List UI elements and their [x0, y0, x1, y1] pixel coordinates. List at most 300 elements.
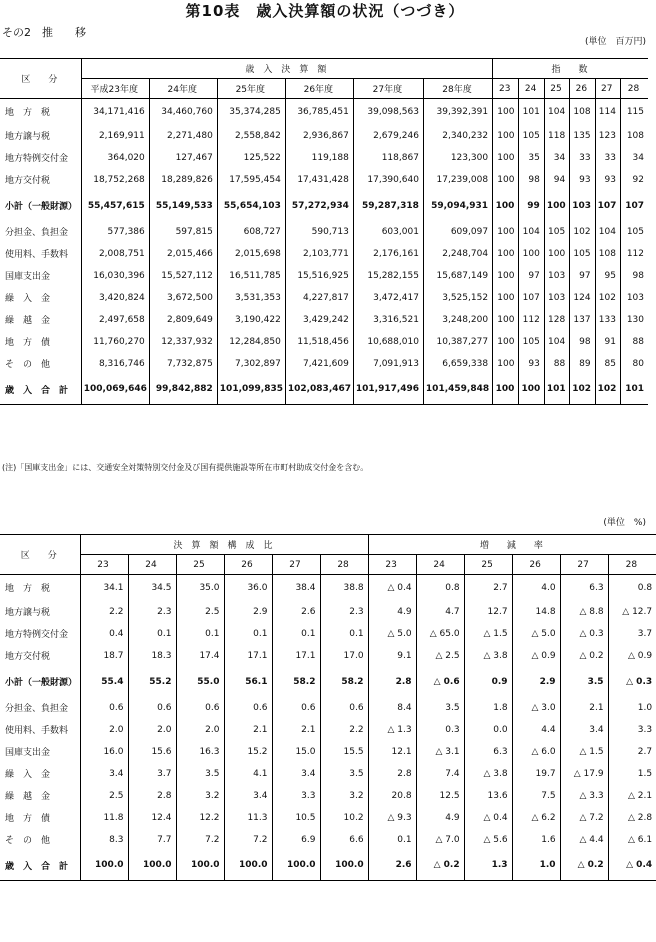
value-cell: 124: [570, 287, 595, 309]
value-cell: 0.0: [464, 719, 512, 741]
value-cell: 33: [595, 147, 620, 169]
value-cell: △ 0.2: [416, 851, 464, 881]
value-cell: 2,248,704: [423, 243, 492, 265]
value-cell: 97: [570, 265, 595, 287]
row-label: 使用料、手数料: [5, 726, 69, 736]
value-cell: 2.6: [368, 851, 416, 881]
value-cell: 108: [620, 125, 648, 147]
value-cell: 2.7: [464, 575, 512, 601]
value-cell: 100.0: [80, 851, 128, 881]
value-cell: △ 3.0: [512, 697, 560, 719]
row-label: 分担金、負担金: [5, 704, 69, 714]
value-cell: 118,867: [353, 147, 423, 169]
value-cell: 89: [570, 353, 595, 375]
value-cell: 135: [570, 125, 595, 147]
value-cell: 3.4: [224, 785, 272, 807]
value-cell: 12,337,932: [149, 331, 217, 353]
value-cell: △ 1.5: [464, 623, 512, 645]
value-cell: 2.1: [560, 697, 608, 719]
value-cell: 3,316,521: [353, 309, 423, 331]
value-cell: 0.1: [176, 623, 224, 645]
value-cell: 2,103,771: [285, 243, 353, 265]
value-cell: 128: [544, 309, 569, 331]
value-cell: 1.6: [512, 829, 560, 851]
value-cell: 7.2: [176, 829, 224, 851]
value-cell: 101: [544, 375, 569, 405]
value-cell: 2,176,161: [353, 243, 423, 265]
value-cell: 80: [620, 353, 648, 375]
year-header: 25: [544, 79, 569, 99]
value-cell: 3.5: [416, 697, 464, 719]
value-cell: 127,467: [149, 147, 217, 169]
value-cell: 3.2: [320, 785, 368, 807]
value-cell: 10.5: [272, 807, 320, 829]
value-cell: 7,091,913: [353, 353, 423, 375]
value-cell: 36.0: [224, 575, 272, 601]
value-cell: 91: [595, 331, 620, 353]
value-cell: △ 0.9: [512, 645, 560, 667]
table-row: [0, 697, 656, 719]
value-cell: 55.2: [128, 667, 176, 697]
value-cell: 2.3: [320, 601, 368, 623]
value-cell: 16.0: [80, 741, 128, 763]
value-cell: 10,387,277: [423, 331, 492, 353]
value-cell: 105: [519, 331, 544, 353]
row-label: そ の 他: [5, 836, 51, 846]
value-cell: 2.6: [272, 601, 320, 623]
value-cell: 100: [493, 99, 519, 125]
value-cell: 2.5: [80, 785, 128, 807]
value-cell: 0.1: [224, 623, 272, 645]
value-cell: 0.6: [128, 697, 176, 719]
row-label: 使用料、手数料: [5, 250, 69, 260]
value-cell: 17.1: [272, 645, 320, 667]
value-cell: △ 5.0: [368, 623, 416, 645]
value-cell: 2.0: [128, 719, 176, 741]
value-cell: 3,531,353: [217, 287, 285, 309]
value-cell: 14.8: [512, 601, 560, 623]
row-label: そ の 他: [5, 360, 51, 370]
value-cell: △ 0.2: [560, 645, 608, 667]
value-cell: 17,390,640: [353, 169, 423, 191]
row-label: 分担金、負担金: [5, 228, 69, 238]
value-cell: 2,558,842: [217, 125, 285, 147]
value-cell: 95: [595, 265, 620, 287]
value-cell: 2.5: [176, 601, 224, 623]
row-label: 小計（一般財源）: [5, 678, 78, 688]
value-cell: 4.0: [512, 575, 560, 601]
value-cell: 99,842,882: [149, 375, 217, 405]
value-cell: 1.5: [608, 763, 656, 785]
row-label: 地 方 債: [5, 338, 51, 348]
value-cell: 100: [493, 287, 519, 309]
table-row: [0, 221, 648, 243]
value-cell: 2,015,466: [149, 243, 217, 265]
value-cell: 0.1: [368, 829, 416, 851]
value-cell: 102: [595, 287, 620, 309]
table-row: [0, 191, 648, 221]
value-cell: 609,097: [423, 221, 492, 243]
value-cell: 93: [519, 353, 544, 375]
value-cell: 2.9: [224, 601, 272, 623]
value-cell: 98: [570, 331, 595, 353]
value-cell: 4.9: [368, 601, 416, 623]
value-cell: 105: [570, 243, 595, 265]
value-cell: 4,227,817: [285, 287, 353, 309]
value-cell: 7.7: [128, 829, 176, 851]
value-cell: 15,687,149: [423, 265, 492, 287]
value-cell: 8.3: [80, 829, 128, 851]
value-cell: 17,239,008: [423, 169, 492, 191]
value-cell: 6.3: [464, 741, 512, 763]
value-cell: 101,459,848: [423, 375, 492, 405]
value-cell: 0.8: [416, 575, 464, 601]
value-cell: 102: [570, 221, 595, 243]
value-cell: 12.1: [368, 741, 416, 763]
value-cell: 103: [544, 265, 569, 287]
value-cell: 104: [595, 221, 620, 243]
year-header: 28: [620, 79, 648, 99]
value-cell: 92: [620, 169, 648, 191]
value-cell: 0.8: [608, 575, 656, 601]
table-row: [0, 829, 656, 851]
value-cell: 56.1: [224, 667, 272, 697]
year-header: 24: [416, 555, 464, 575]
value-cell: 2.8: [368, 667, 416, 697]
value-cell: △ 7.2: [560, 807, 608, 829]
year-header: 28: [320, 555, 368, 575]
value-cell: △ 0.4: [608, 851, 656, 881]
value-cell: 105: [620, 221, 648, 243]
row-label: 地方譲与税: [5, 132, 51, 142]
value-cell: 18.3: [128, 645, 176, 667]
value-cell: 100: [493, 169, 519, 191]
value-cell: 55.4: [80, 667, 128, 697]
row-label: 繰 越 金: [5, 316, 51, 326]
value-cell: 4.4: [512, 719, 560, 741]
value-cell: 0.6: [80, 697, 128, 719]
row-label: 地方譲与税: [5, 608, 51, 618]
value-cell: 100: [493, 125, 519, 147]
value-cell: 125,522: [217, 147, 285, 169]
value-cell: 3.5: [320, 763, 368, 785]
value-cell: 2,271,480: [149, 125, 217, 147]
value-cell: 85: [595, 353, 620, 375]
value-cell: △ 17.9: [560, 763, 608, 785]
row-label: 地方特例交付金: [5, 630, 69, 640]
value-cell: 12,284,850: [217, 331, 285, 353]
value-cell: 104: [544, 99, 569, 125]
row-label: 地方特例交付金: [5, 154, 69, 164]
footnote: (注)「国庫支出金」には、交通安全対策特別交付金及び国有提供施設等所在市町村助成交付金を含む。: [2, 463, 369, 472]
value-cell: 101,099,835: [217, 375, 285, 405]
value-cell: 3.5: [176, 763, 224, 785]
value-cell: △ 9.3: [368, 807, 416, 829]
value-cell: 98: [620, 265, 648, 287]
value-cell: 0.1: [128, 623, 176, 645]
value-cell: △ 1.3: [368, 719, 416, 741]
table-row: [0, 763, 656, 785]
value-cell: 1.3: [464, 851, 512, 881]
value-cell: 108: [570, 99, 595, 125]
value-cell: 17.1: [224, 645, 272, 667]
value-cell: 100: [544, 243, 569, 265]
value-cell: 105: [519, 125, 544, 147]
value-cell: 2,809,649: [149, 309, 217, 331]
value-cell: 4.1: [224, 763, 272, 785]
row-label: 小計（一般財源）: [5, 202, 78, 212]
value-cell: 58.2: [320, 667, 368, 697]
table-row: [0, 667, 656, 697]
year-header: 27: [560, 555, 608, 575]
value-cell: 130: [620, 309, 648, 331]
value-cell: 15,282,155: [353, 265, 423, 287]
value-cell: 12.7: [464, 601, 512, 623]
row-label: 地方交付税: [5, 652, 51, 662]
value-cell: 104: [519, 221, 544, 243]
value-cell: 39,098,563: [353, 99, 423, 125]
value-cell: 34,171,416: [81, 99, 149, 125]
value-cell: 3,525,152: [423, 287, 492, 309]
value-cell: 15.0: [272, 741, 320, 763]
value-cell: 3.3: [608, 719, 656, 741]
value-cell: 17,595,454: [217, 169, 285, 191]
value-cell: 55.0: [176, 667, 224, 697]
value-cell: 7,732,875: [149, 353, 217, 375]
year-header: 26: [512, 555, 560, 575]
value-cell: △ 3.3: [560, 785, 608, 807]
value-cell: △ 0.3: [560, 623, 608, 645]
value-cell: 3.4: [80, 763, 128, 785]
value-cell: △ 12.7: [608, 601, 656, 623]
value-cell: △ 65.0: [416, 623, 464, 645]
value-cell: 102: [595, 375, 620, 405]
value-cell: 3.7: [128, 763, 176, 785]
value-cell: △ 2.5: [416, 645, 464, 667]
value-cell: 103: [570, 191, 595, 221]
table-row: [0, 575, 656, 601]
value-cell: 3.3: [272, 785, 320, 807]
value-cell: 59,287,318: [353, 191, 423, 221]
value-cell: 17,431,428: [285, 169, 353, 191]
value-cell: 1.0: [512, 851, 560, 881]
value-cell: 11.3: [224, 807, 272, 829]
value-cell: 98: [519, 169, 544, 191]
value-cell: 17.4: [176, 645, 224, 667]
table-row: [0, 243, 648, 265]
value-cell: 34.1: [80, 575, 128, 601]
table-row: [0, 99, 648, 125]
value-cell: △ 5.6: [464, 829, 512, 851]
value-cell: 11.8: [80, 807, 128, 829]
value-cell: 94: [544, 169, 569, 191]
table-row: [0, 125, 648, 147]
value-cell: 7.4: [416, 763, 464, 785]
value-cell: 93: [595, 169, 620, 191]
value-cell: 12.4: [128, 807, 176, 829]
row-label: 繰 入 金: [5, 294, 51, 304]
value-cell: 2,015,698: [217, 243, 285, 265]
value-cell: 2,679,246: [353, 125, 423, 147]
year-header: 26: [570, 79, 595, 99]
value-cell: 7.5: [512, 785, 560, 807]
table-row: [0, 265, 648, 287]
value-cell: 2.9: [512, 667, 560, 697]
value-cell: 104: [544, 331, 569, 353]
value-cell: 0.1: [320, 623, 368, 645]
row-label: 地 方 税: [5, 584, 51, 595]
value-cell: 137: [570, 309, 595, 331]
value-cell: 107: [519, 287, 544, 309]
value-cell: 3,248,200: [423, 309, 492, 331]
value-cell: 133: [595, 309, 620, 331]
value-cell: 39,392,391: [423, 99, 492, 125]
value-cell: 118: [544, 125, 569, 147]
value-cell: 35: [519, 147, 544, 169]
year-header: 26年度: [285, 79, 353, 99]
value-cell: 103: [544, 287, 569, 309]
value-cell: 3.4: [560, 719, 608, 741]
value-cell: 2.1: [272, 719, 320, 741]
value-cell: 108: [595, 243, 620, 265]
value-cell: 15,516,925: [285, 265, 353, 287]
table-row: [0, 147, 648, 169]
value-cell: 34,460,760: [149, 99, 217, 125]
table-row: [0, 353, 648, 375]
value-cell: △ 3.8: [464, 645, 512, 667]
value-cell: 0.1: [272, 623, 320, 645]
value-cell: 35,374,285: [217, 99, 285, 125]
value-cell: 114: [595, 99, 620, 125]
value-cell: 100.0: [224, 851, 272, 881]
row-label: 国庫支出金: [5, 272, 51, 282]
value-cell: 100: [519, 375, 544, 405]
value-cell: 55,457,615: [81, 191, 149, 221]
value-cell: 597,815: [149, 221, 217, 243]
value-cell: 7.2: [224, 829, 272, 851]
value-cell: △ 6.0: [512, 741, 560, 763]
value-cell: 103: [620, 287, 648, 309]
value-cell: 112: [519, 309, 544, 331]
row-label: 繰 入 金: [5, 770, 51, 780]
amount-group-header: 歳 入 決 算 額: [81, 59, 492, 79]
value-cell: △ 0.9: [608, 645, 656, 667]
value-cell: 101: [620, 375, 648, 405]
table-row: [0, 601, 656, 623]
year-header: 27年度: [353, 79, 423, 99]
value-cell: 33: [570, 147, 595, 169]
value-cell: 100: [544, 191, 569, 221]
value-cell: △ 6.1: [608, 829, 656, 851]
value-cell: 8.4: [368, 697, 416, 719]
value-cell: 100: [493, 331, 519, 353]
value-cell: 2.1: [224, 719, 272, 741]
row-label: 歳 入 合 計: [5, 861, 69, 872]
value-cell: 3.2: [176, 785, 224, 807]
value-cell: 15.6: [128, 741, 176, 763]
value-cell: 0.3: [416, 719, 464, 741]
value-cell: 2.8: [368, 763, 416, 785]
row-label: 国庫支出金: [5, 748, 51, 758]
change-group-header: 増 減 率: [368, 535, 656, 555]
value-cell: 15.5: [320, 741, 368, 763]
value-cell: 100.0: [272, 851, 320, 881]
value-cell: 119,188: [285, 147, 353, 169]
value-cell: △ 0.4: [464, 807, 512, 829]
row-label: 地 方 税: [5, 108, 51, 119]
value-cell: 107: [620, 191, 648, 221]
value-cell: 100.0: [320, 851, 368, 881]
value-cell: 6,659,338: [423, 353, 492, 375]
value-cell: 3,420,824: [81, 287, 149, 309]
table-row: [0, 623, 656, 645]
value-cell: 34: [620, 147, 648, 169]
value-cell: 2.0: [80, 719, 128, 741]
table-row: [0, 287, 648, 309]
value-cell: 2,169,911: [81, 125, 149, 147]
value-cell: 101: [519, 99, 544, 125]
value-cell: △ 7.0: [416, 829, 464, 851]
year-header: 25: [464, 555, 512, 575]
table-row: [0, 169, 648, 191]
value-cell: 12.2: [176, 807, 224, 829]
category-header: 区 分: [0, 59, 81, 99]
value-cell: 100.0: [128, 851, 176, 881]
value-cell: 15,527,112: [149, 265, 217, 287]
table-row: [0, 375, 648, 405]
value-cell: 3.4: [272, 763, 320, 785]
value-cell: 105: [544, 221, 569, 243]
unit-label-2: (単位 %): [603, 518, 646, 528]
row-label: 繰 越 金: [5, 792, 51, 802]
value-cell: 10.2: [320, 807, 368, 829]
value-cell: △ 6.2: [512, 807, 560, 829]
value-cell: 115: [620, 99, 648, 125]
value-cell: △ 0.6: [416, 667, 464, 697]
value-cell: △ 0.4: [368, 575, 416, 601]
value-cell: 55,654,103: [217, 191, 285, 221]
value-cell: 2,008,751: [81, 243, 149, 265]
value-cell: 4.9: [416, 807, 464, 829]
row-label: 地 方 債: [5, 814, 51, 824]
value-cell: 100: [493, 309, 519, 331]
value-cell: 93: [570, 169, 595, 191]
value-cell: △ 8.8: [560, 601, 608, 623]
value-cell: 2.3: [128, 601, 176, 623]
value-cell: 1.0: [608, 697, 656, 719]
year-header: 23: [368, 555, 416, 575]
value-cell: 55,149,533: [149, 191, 217, 221]
value-cell: △ 3.1: [416, 741, 464, 763]
value-cell: 15.2: [224, 741, 272, 763]
value-cell: 11,760,270: [81, 331, 149, 353]
value-cell: 0.6: [272, 697, 320, 719]
category-header: 区 分: [0, 535, 80, 575]
value-cell: 34.5: [128, 575, 176, 601]
value-cell: 3,429,242: [285, 309, 353, 331]
value-cell: 2.8: [128, 785, 176, 807]
value-cell: 364,020: [81, 147, 149, 169]
value-cell: 2.7: [608, 741, 656, 763]
value-cell: 1.8: [464, 697, 512, 719]
value-cell: △ 5.0: [512, 623, 560, 645]
value-cell: 3.5: [560, 667, 608, 697]
table-row: [0, 851, 656, 881]
value-cell: 10,688,010: [353, 331, 423, 353]
year-header: 23: [80, 555, 128, 575]
value-cell: 12.5: [416, 785, 464, 807]
value-cell: 0.9: [464, 667, 512, 697]
